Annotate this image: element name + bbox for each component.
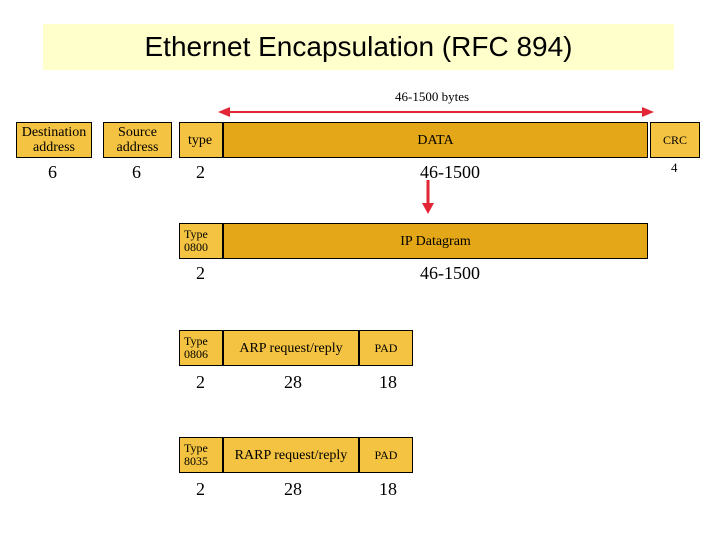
destination-length: 6	[48, 162, 57, 182]
crc-field: CRC	[650, 122, 700, 158]
range-arrow-right-head	[642, 107, 654, 117]
arp-data-length: 28	[284, 372, 302, 392]
range-arrow-left-head	[218, 107, 230, 117]
type-field: type	[179, 122, 223, 158]
rarp-pad-field: PAD	[359, 437, 413, 473]
type-length: 2	[196, 162, 205, 182]
arp-type-length: 2	[196, 372, 205, 392]
rarp-data-length: 28	[284, 479, 302, 499]
source-length: 6	[132, 162, 141, 182]
rarp-pad-length: 18	[379, 479, 397, 499]
ip-type-field: Type 0800	[179, 223, 223, 259]
ip-data-length: 46-1500	[420, 263, 480, 283]
crc-length: 4	[671, 160, 678, 175]
diagram-title: Ethernet Encapsulation (RFC 894)	[144, 31, 573, 62]
rarp-type-field: Type 8035	[179, 437, 223, 473]
rarp-request-field: RARP request/reply	[223, 437, 359, 473]
arp-request-field: ARP request/reply	[223, 330, 359, 366]
rarp-type-length: 2	[196, 479, 205, 499]
down-arrow-head	[422, 203, 434, 214]
data-field: DATA	[223, 122, 648, 158]
range-label: 46-1500 bytes	[395, 89, 470, 104]
destination-address-field: Destination address	[16, 122, 92, 158]
arp-type-field: Type 0806	[179, 330, 223, 366]
data-length: 46-1500	[420, 162, 480, 182]
arp-pad-field: PAD	[359, 330, 413, 366]
source-address-field: Source address	[103, 122, 172, 158]
ip-datagram-field: IP Datagram	[223, 223, 648, 259]
ip-type-length: 2	[196, 263, 205, 283]
arp-pad-length: 18	[379, 372, 397, 392]
